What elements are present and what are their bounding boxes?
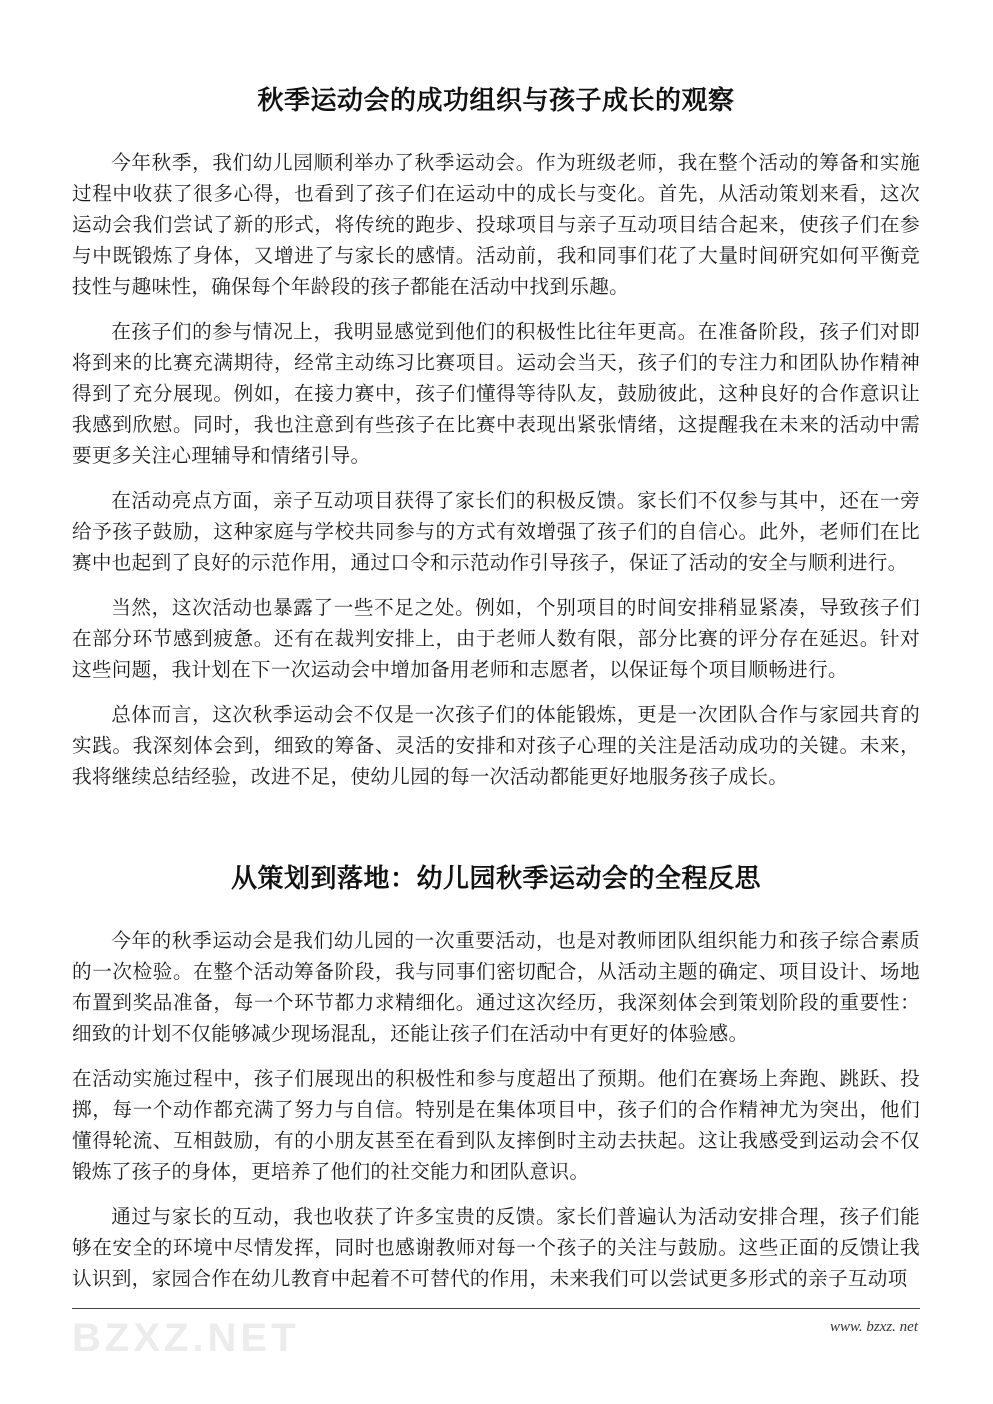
- footer-divider: [72, 1308, 920, 1309]
- footer: [72, 1308, 920, 1368]
- paragraph: 当然，这次活动也暴露了一些不足之处。例如，个别项目的时间安排稍显紧凑，导致孩子们在部分环节感到疲惫。还有在裁判安排上，由于老师人数有限，部分比赛的评分存在延迟。针对这些问题，我计划在下一次运动会中增加备用老师和志愿者，以保证每个项目顺畅进行。: [72, 596, 920, 681]
- section-1-body: [72, 147, 920, 792]
- paragraph: 在活动亮点方面，亲子互动项目获得了家长们的积极反馈。家长们不仅参与其中，还在一旁给予孩子鼓励，这种家庭与学校共同参与的方式有效增强了孩子们的自信心。此外，老师们在比赛中也起到了良好的示范作用，通过口令和示范动作引导孩子，保证了活动的安全与顺利进行。: [72, 489, 920, 574]
- paragraph: 总体而言，这次秋季运动会不仅是一次孩子们的体能锻炼，更是一次团队合作与家园共育的实践。我深刻体会到，细致的筹备、灵活的安排和对孩子心理的关注是活动成功的关键。未来，我将继续总结经验，改进不足，使幼儿园的每一次活动都能更好地服务孩子成长。: [72, 703, 920, 788]
- paragraph: 在孩子们的参与情况上，我明显感觉到他们的积极性比往年更高。在准备阶段，孩子们对即将到来的比赛充满期待，经常主动练习比赛项目。运动会当天，孩子们的专注力和团队协作精神得到了充分展现。例如，在接力赛中，孩子们懂得等待队友，鼓励彼此，这种良好的合作意识让我感到欣慰。同时，我也注意到有些孩子在比赛中表现出紧张情绪，这提醒我在未来的活动中需要更多关注心理辅导和情绪引导。: [72, 320, 920, 467]
- paragraph: 今年的秋季运动会是我们幼儿园的一次重要活动，也是对教师团队组织能力和孩子综合素质的一次检验。在整个活动筹备阶段，我与同事们密切配合，从活动主题的确定、项目设计、场地布置到奖品准备，每一个环节都力求精细化。通过这次经历，我深刻体会到策划阶段的重要性：细致的计划不仅能够减少现场混乱，还能让孩子们在活动中有更好的体验感。: [72, 929, 920, 1045]
- paragraph: 在活动实施过程中，孩子们展现出的积极性和参与度超出了预期。他们在赛场上奔跑、跳跃、投掷，每一个动作都充满了努力与自信。特别是在集体项目中，孩子们的合作精神尤为突出，他们懂得轮流、互相鼓励，有的小朋友甚至在看到队友摔倒时主动去扶起。这让我感受到运动会不仅锻炼了孩子的身体，更培养了他们的社交能力和团队意识。: [72, 1067, 920, 1183]
- section-1-title: 秋季运动会的成功组织与孩子成长的观察: [257, 86, 735, 116]
- section-2-body: [72, 925, 920, 1294]
- footer-url: www. bzxz. net: [829, 1319, 918, 1335]
- section-2-title: 从策划到落地：幼儿园秋季运动会的全程反思: [230, 864, 761, 894]
- paragraph: 通过与家长的互动，我也收获了许多宝贵的反馈。家长们普遍认为活动安排合理，孩子们能够在安全的环境中尽情发挥，同时也感谢教师对每一个孩子的关注与鼓励。这些正面的反馈让我认识到，家园合作在幼儿教育中起着不可替代的作用，未来我们可以尝试更多形式的亲子互动项: [72, 1205, 920, 1290]
- paragraph: 今年秋季，我们幼儿园顺利举办了秋季运动会。作为班级老师，我在整个活动的筹备和实施过程中收获了很多心得，也看到了孩子们在运动中的成长与变化。首先，从活动策划来看，这次运动会我们尝试了新的形式，将传统的跑步、投球项目与亲子互动项目结合起来，使孩子们在参与中既锻炼了身体，又增进了与家长的感情。活动前，我和同事们花了大量时间研究如何平衡竞技性与趣味性，确保每个年龄段的孩子都能在活动中找到乐趣。: [72, 151, 920, 298]
- watermark-logo: BZXZ.NET: [72, 1316, 300, 1360]
